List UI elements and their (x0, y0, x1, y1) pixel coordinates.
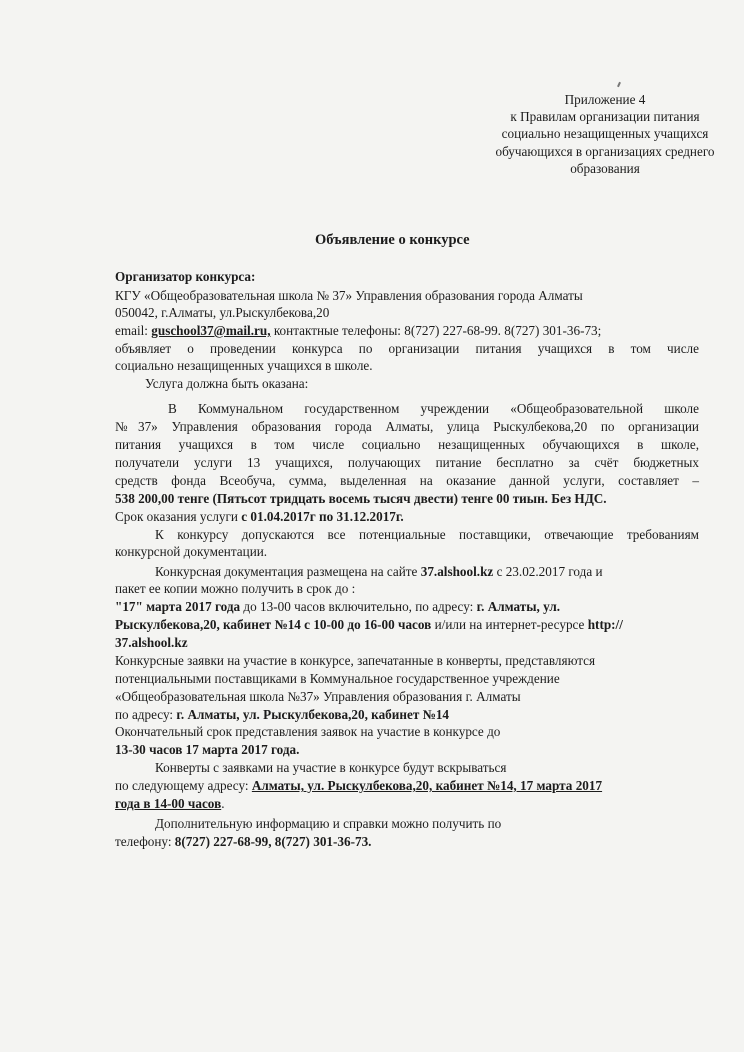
appendix-line-3: социально незащищенных учащихся (501, 126, 709, 141)
admission-line-1: К конкурсу допускаются все потенциальные поставщики, отвечающие требованиям (155, 527, 699, 542)
service-heading: Услуга должна быть оказана: (145, 376, 309, 391)
docs-line-3 (115, 598, 560, 615)
service-line-2: №37» Управления образования города Алматы, улица Рыскулбекова,20 по организации (115, 419, 699, 434)
appendix-line-5: образования (570, 161, 640, 176)
appendix-line-4: обучающихся в организациях среднего (495, 144, 715, 159)
admission-line-2: конкурсной документации. (115, 544, 268, 559)
email-label: email: (115, 323, 152, 338)
service-line-5: средств фонда Всеобуча, сумма, выделенная на оказание данной услуги, составляет – (115, 473, 699, 488)
phones: контактные телефоны: 8(727) 227-68-99. 8(727) 301-36-73; (270, 323, 602, 338)
docs-text-4: и/или на интернет-ресурсе (431, 617, 588, 632)
term-dates: с 01.04.2017г по 31.12.2017г. (241, 509, 404, 524)
service-term (115, 508, 404, 525)
docs-line-2: пакет ее копии можно получить в срок до : (115, 581, 356, 596)
docs-line-1 (155, 563, 603, 580)
opening-address: Алматы, ул. Рыскулбекова,20, кабинет №14, 17 марта 2017 (251, 778, 603, 793)
bids-address-label: по адресу: (115, 707, 177, 722)
docs-text-1: Конкурсная документация размещена на сайте (155, 564, 421, 579)
bids-line-1: Конкурсные заявки на участие в конкурсе, запечатанные в конверты, представляются (115, 653, 596, 668)
email-link[interactable]: guschool37@mail.ru, (151, 323, 271, 338)
bids-deadline: 13-30 часов 17 марта 2017 года. (115, 742, 300, 757)
docs-text-3: до 13-00 часов включительно, по адресу: (240, 599, 477, 614)
info-phones: 8(727) 227-68-99, 8(727) 301-36-73. (174, 834, 372, 849)
document-title: Объявление о конкурсе (315, 232, 470, 248)
service-line-1: В Коммунальном государственном учреждении «Общеобразовательной школе (168, 401, 699, 416)
info-line-1: Дополнительную информацию и справки можно получить по (155, 816, 502, 831)
opening-time: года в 14-00 часов (115, 796, 222, 811)
opening-label: по следующему адресу: (115, 778, 252, 793)
opening-line-3 (115, 795, 225, 812)
bids-line-3: «Общеобразовательная школа №37» Управления образования г. Алматы (115, 689, 521, 704)
bids-line-2: потенциальными поставщиками в Коммунальное государственное учреждение (115, 671, 560, 686)
organizer-contacts (115, 322, 601, 339)
bids-line-4 (115, 706, 449, 723)
organizer-heading: Организатор конкурса: (115, 269, 256, 284)
bids-address: г. Алматы, ул. Рыскулбекова,20, кабинет №14 (176, 707, 450, 722)
service-line-4: получатели услуги 13 учащихся, получающих питание бесплатно за счёт бюджетных (115, 455, 699, 470)
term-label: Срок оказания услуги (115, 509, 242, 524)
docs-text-2: с 23.02.2017 года и (493, 564, 603, 579)
opening-period: . (221, 796, 225, 811)
opening-line-1: Конверты с заявками на участие в конкурсе будут вскрываться (155, 760, 507, 775)
docs-date: "17" марта 2017 года (115, 599, 241, 614)
bids-line-5: Окончательный срок представления заявок на участие в конкурсе до (115, 724, 501, 739)
info-label: телефону: (115, 834, 175, 849)
opening-line-2 (115, 777, 602, 794)
docs-line-4 (115, 616, 623, 633)
docs-url-end[interactable]: 37.alshool.kz (115, 635, 188, 650)
service-line-3: питания учащихся в том числе социально незащищенных обучающихся в школе, (115, 437, 699, 452)
docs-url-start[interactable]: http:// (587, 617, 623, 632)
docs-site[interactable]: 37.alshool.kz (420, 564, 494, 579)
organizer-name: КГУ «Общеобразовательная школа № 37» Управления образования города Алматы (115, 288, 583, 303)
appendix-line-1: Приложение 4 (564, 92, 646, 107)
announce-line-2: социально незащищенных учащихся в школе. (115, 358, 373, 373)
docs-address-1: г. Алматы, ул. (476, 599, 561, 614)
organizer-address: 050042, г.Алматы, ул.Рыскулбекова,20 (115, 305, 330, 320)
appendix-line-2: к Правилам организации питания (510, 109, 700, 124)
scan-speck (617, 82, 621, 87)
announce-line-1: объявляет о проведении конкурса по организации питания учащихся в том числе (115, 341, 699, 356)
info-line-2 (115, 833, 371, 850)
service-amount: 538 200,00 тенге (Пятьсот тридцать восемь тысяч двести) тенге 00 тиын. Без НДС. (115, 491, 607, 506)
docs-address-2: Рыскулбекова,20, кабинет №14 с 10-00 до 16-00 часов (115, 617, 432, 632)
